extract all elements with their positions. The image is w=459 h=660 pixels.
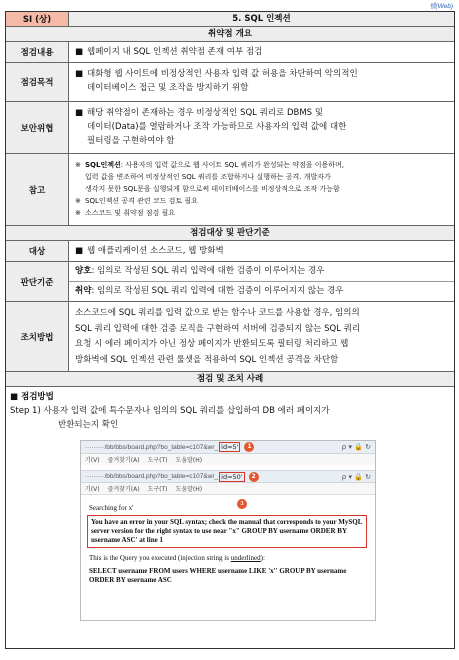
browser-screenshot [80,440,376,621]
label-threat: 보안위협 [6,102,69,153]
menu-bar-2 [81,483,375,494]
address-bar-2 [81,470,375,483]
menu-view: 기(V) [85,486,100,493]
url-highlight-1: id=5' [221,443,239,451]
note-mark: ※ [75,197,81,205]
target-text: 웹 애플리케이션 소스코드, 웹 방화벽 [87,246,224,256]
menu-tools: 도구(T) [147,486,168,493]
value-content [69,42,454,62]
section-target: 점검대상 및 판단기준 [6,226,454,241]
label-target: 대상 [6,241,69,261]
bad-key: 취약 [75,286,92,296]
threat-text-2: 데이터(Data)를 열람하거나 조작 가능하므로 사용자의 입력 값에 대한 [87,122,347,132]
bullet-icon: ■ [75,108,84,118]
section-overview: 취약점 개요 [6,27,454,42]
value-target [69,241,454,261]
row-action [6,302,454,372]
bad-text: : 임의로 작성된 SQL 쿼리 입력에 대한 검증이 이루어지지 않는 경우 [91,286,344,296]
header-row [6,12,454,27]
step-badge-3: 3 [237,499,247,509]
criteria-bad [69,282,454,301]
row-threat [6,102,454,154]
menu-favorites: 즐겨찾기(A) [107,486,140,493]
step-1: Step 1) 사용자 입력 값에 특수문자나 임의의 SQL 쿼리를 삽입하여 DB 에러 페이지가 [10,406,330,416]
bullet-icon: ■ [75,69,84,79]
sql-error-message: You have an error in your SQL syntax; check the manual that corresponds to your MySQL server version for the right syntax to use near "x" GROUP BY username ORDER BY username ASC' at line 1 [87,515,367,548]
good-key: 양호 [75,266,92,276]
label-action: 조치방법 [6,302,69,371]
step-badge-1: 1 [244,442,254,452]
note-mark: ※ [75,161,81,169]
action-line-3: 요청 시 에러 페이지가 아닌 정상 페이지가 반환되도록 필터링 처리하고 웹 [75,339,349,349]
section-cases: 점검 및 조치 사례 [6,372,454,387]
step-badge-2: 2 [249,472,259,482]
browser-nav-icons: ρ ▾ 🔒 ↻ [341,472,371,481]
menu-view: 기(V) [85,457,100,464]
reference-line-5: 소스코드 및 취약점 점검 필요 [85,209,176,217]
step-1-continued: 반환되는지 확인 [58,420,119,430]
note-mark: ※ [75,209,81,217]
label-purpose: 점검목적 [6,63,69,101]
criteria-good [69,262,454,282]
item-code: SI (상) [6,12,69,26]
menu-help: 도움말(H) [175,457,203,464]
value-criteria [69,262,454,301]
url-text-1: ·········/bb/bbs/board.php?bo_table=c107&wr_ [85,443,219,451]
value-reference [69,154,454,225]
searching-text: Searching for x' [89,504,134,512]
threat-text-3: 필터링을 구현하여야 함 [87,136,175,146]
bullet-icon: ■ [75,246,84,256]
menu-bar-1 [81,454,375,465]
label-reference: 참고 [6,154,69,225]
address-bar-1 [81,441,375,454]
item-title: 5. SQL 인젝션 [69,12,454,26]
url-text-2: ·········/bb/bbs/board.php?bo_table=c107&wr_ [85,473,219,480]
threat-text-1: 해당 취약점이 존재하는 경우 비정상적인 SQL 쿼리로 DBMS 및 [87,108,323,118]
label-content: 점검내용 [6,42,69,62]
value-purpose [69,63,454,101]
menu-help: 도움말(H) [175,486,203,493]
row-reference [6,154,454,226]
action-line-4: 방화벽에 SQL 인젝션 관련 룰셋을 적용하여 SQL 인젝션 공격을 차단함 [75,354,339,365]
row-content [6,42,454,63]
web-tag: 웹(Web) [429,3,453,10]
executed-sql: SELECT username FROM users WHERE username LIKE 'x'' GROUP BY username ORDER BY username ASC [89,567,347,584]
method-area [6,387,454,648]
good-text: : 임의로 작성된 SQL 쿼리 입력에 대한 검증이 이루어지는 경우 [91,266,325,276]
row-purpose [6,63,454,102]
bullet-icon: ■ [75,47,84,57]
reference-line-3: 생각지 못한 SQL문을 실행되게 함으로써 데이터베이스를 비정상적으로 조작 가능함 [85,185,340,193]
query-note: This is the Query you executed (injection string is underlined): [89,554,265,562]
browser-nav-icons: ρ ▾ 🔒 ↻ [341,443,371,451]
label-criteria: 판단기준 [6,262,69,301]
action-line-1: 소스코드에 SQL 쿼리를 입력 값으로 받는 함수나 코드를 사용할 경우, 임의의 [75,308,360,318]
purpose-text-1: 대화형 웹 사이트에 비정상적인 사용자 입력 값 허용을 차단하여 악의적인 [87,69,358,79]
menu-tools: 도구(T) [147,457,168,464]
error-page [81,494,375,620]
content-text: 웹페이지 내 SQL 인젝션 취약점 존재 여부 점검 [87,47,263,57]
purpose-text-2: 데이터베이스 접근 및 조작을 방지하기 위함 [87,83,249,93]
row-target [6,241,454,262]
reference-line-1: SQL인젝션: 사용자의 입력 값으로 웹 사이트 SQL 쿼리가 완성되는 약점을 이용하며, [85,161,345,169]
action-line-2: SQL 쿼리 입력에 대한 검증 로직을 구현하여 서버에 검증되지 않는 SQL 쿼리 [75,323,361,334]
row-criteria [6,262,454,302]
checklist-document [5,11,455,649]
menu-favorites: 즐겨찾기(A) [107,457,140,464]
method-title: ■ 점검방법 [10,392,54,402]
reference-line-2: 입력 값을 변조하여 비정상적인 SQL 쿼리를 조합하거나 실행하는 공격. 개발자가 [85,173,331,181]
value-threat [69,102,454,153]
url-highlight-2: id=50' [221,472,243,481]
reference-line-4: SQL인젝션 공격 관련 코드 검토 필요 [85,197,198,205]
value-action [69,302,454,371]
